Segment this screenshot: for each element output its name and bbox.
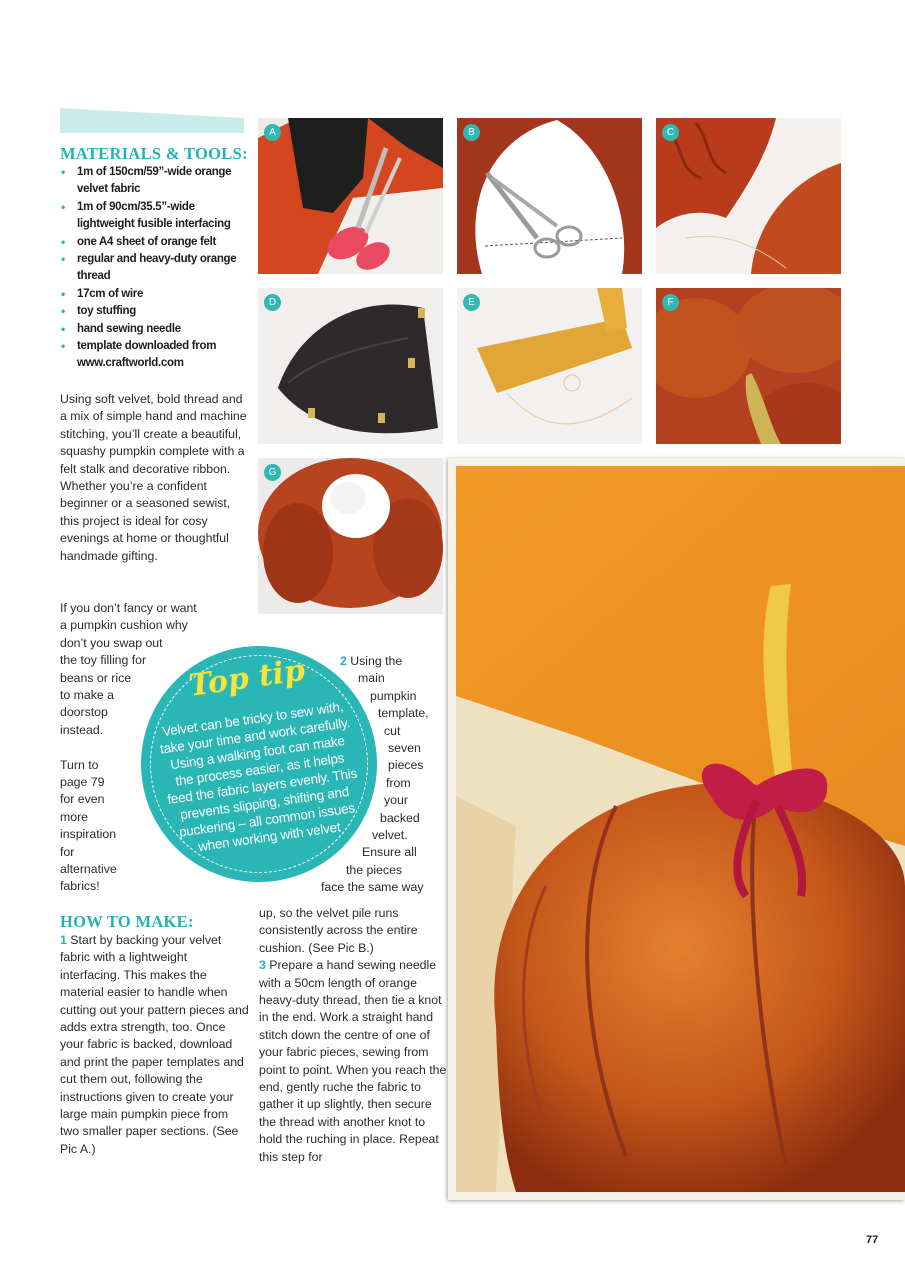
photo-label: D [264,294,281,311]
photo-label: B [463,124,480,141]
text-line: If you don’t fancy or want [60,601,197,615]
text-line: your [384,793,408,808]
list-item: • toy stuffing [60,303,250,320]
photo-label: C [662,124,679,141]
list-item: • one A4 sheet of orange felt [60,234,250,251]
photo-label: A [264,124,281,141]
text-line: the toy filling for [60,653,147,668]
text-line: instead. [60,722,104,737]
photo-d [258,288,443,444]
list-item: • 1m of 90cm/35.5”-wide lightweight fusible interfacing [60,199,250,234]
header-tab-strip [60,108,244,133]
text-line: inspiration [60,827,117,842]
page-number: 77 [866,1234,879,1246]
template-cutting-image [457,118,642,274]
photo-e [457,288,642,444]
text-line: alternative [60,862,117,877]
how-to-heading: HOW TO MAKE: [60,912,194,931]
materials-list [60,164,250,373]
velvet-stalk-image [656,288,841,444]
photo-label: F [662,294,679,311]
list-item: • hand sewing needle [60,321,250,338]
tip-title: Top tip [186,652,308,704]
text-line: for even [60,792,105,807]
step-number: 1 [60,933,67,947]
list-item: • 17cm of wire [60,286,250,303]
text-line: pumpkin [370,688,417,703]
text-line: for [60,844,75,859]
text-line: doorstop [60,705,108,720]
text-line: more [60,809,89,824]
felt-stalk-image [457,288,642,444]
scissors-felt-image [258,118,443,274]
text-line: velvet. [372,828,408,843]
step-number: 3 [259,958,266,973]
text-line: a pumpkin cushion why [60,618,188,633]
photo-label: E [463,294,480,311]
text-line: don’t you swap out [60,635,163,650]
text-line: Ensure all [362,845,417,860]
stuffing-pumpkin-image [258,458,443,614]
text-line: page 79 [60,775,105,790]
pumpkin-cushion-image [456,466,905,1192]
text-line: Turn to [60,757,99,772]
text-line: beans or rice [60,670,132,685]
step3-paragraph: 3 Prepare a hand sewing needle with a 50cm length of orange heavy-duty thread, then tie a knot in the end. Work a straight hand stitch down the centre of one of your fabric pieces, sewing from point to point. When you reach the end, gently ruche the fabric to gather it up slightly, then secure the thread with another knot to hold the ruching in place. Repeat this step for [259,958,447,1164]
text-line: cut [384,723,401,738]
photo-f [656,288,841,444]
step1-paragraph: 1 Start by backing your velvet fabric with a lightweight interfacing. This makes the material easier to handle when cutting out your pattern pieces and adds extra strength, too. Once your fabric is backed, download and print the paper templates and cut them out, following the instructions given to create your large main pumpkin piece from two smaller paper sections. (See Pic A.) [60,933,249,1156]
text-line: face the same way [321,880,424,895]
text-line: seven [388,741,421,756]
text-line: backed [380,810,420,825]
column2-text [259,905,449,1166]
text-line: main [358,671,385,686]
intro-paragraph: Using soft velvet, bold thread and a mix of simple hand and machine stitching, you’ll create a beautiful, squashy pumpkin complete with a felt stalk and decorative ribbon. Whether you’re a confident beginner or a seasoned sewist, this project is ideal for cosy evenings at home or thoughtful handmade gifting. [60,392,247,563]
photo-b [457,118,642,274]
pumpkin-cushion-photo [448,458,905,1200]
step-number: 2 [340,654,347,668]
text-line: 2 Using the [340,654,403,668]
photo-label: G [264,464,281,481]
text-line: fabrics! [60,879,100,894]
tip-text: Velvet can be tricky to sew with, take your time and work carefully. Using a walking foot can make the process easier, as it helps feed the fabric layers evenly. This prevents slipping, shifting and puckering – all common issues when working with velvet [159,698,358,855]
text-line: template, [378,706,429,721]
photo-c [656,118,841,274]
pinned-pieces-image [258,288,443,444]
photo-a [258,118,443,274]
text-line: pieces [388,758,424,773]
materials-heading: MATERIALS & TOOLS: [60,144,248,163]
list-item: • template downloaded from www.craftworld.com [60,338,250,373]
text-line: from [386,775,411,790]
text-line: the pieces [346,862,403,877]
photo-g [258,458,443,614]
list-item: • regular and heavy-duty orange thread [60,251,250,286]
text-line: to make a [60,688,114,703]
step2-continuation: up, so the velvet pile runs consistently across the entire cushion. (See Pic B.) [259,906,418,955]
list-item: • 1m of 150cm/59”-wide orange velvet fabric [60,164,250,199]
ruched-velvet-image [656,118,841,274]
